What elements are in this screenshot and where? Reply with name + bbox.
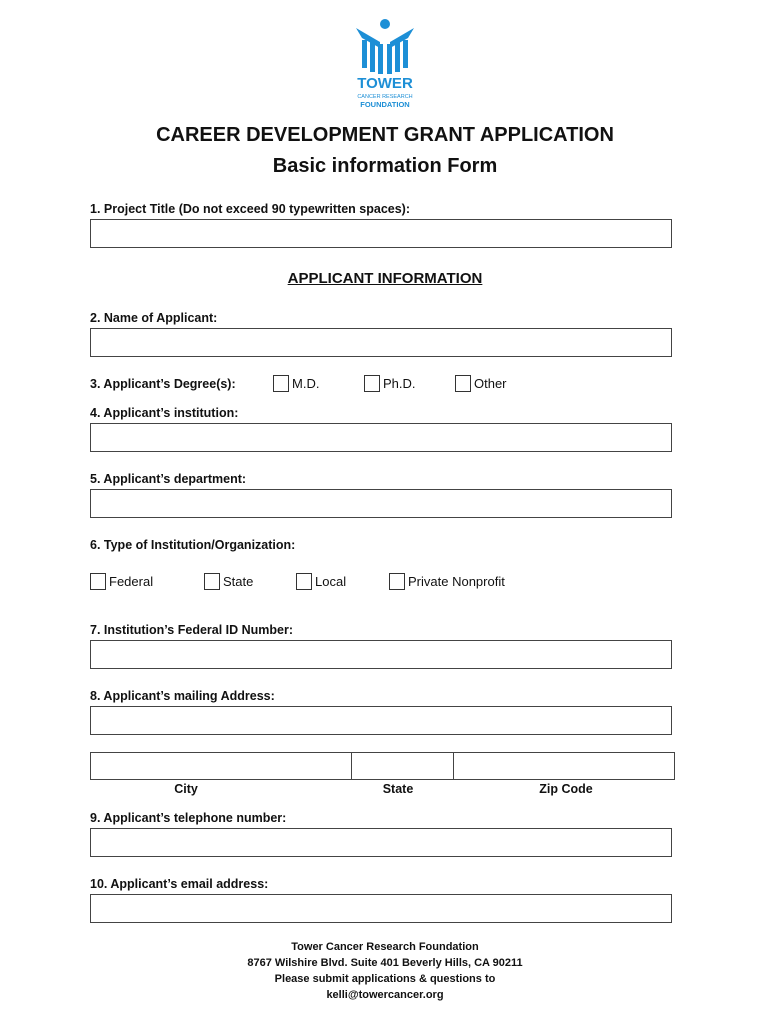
state-caption: State xyxy=(382,782,414,796)
md-checkbox[interactable] xyxy=(273,375,289,392)
applicant-information-heading: APPLICANT INFORMATION xyxy=(287,270,483,287)
applicant-name-field[interactable] xyxy=(90,328,672,357)
type-local-option[interactable] xyxy=(296,573,346,590)
phd-checkbox[interactable] xyxy=(364,375,380,392)
footer-address: 8767 Wilshire Blvd. Suite 401 Beverly Hills, CA 90211 xyxy=(247,957,523,969)
project-title-label: 1. Project Title (Do not exceed 90 typewritten spaces): xyxy=(90,202,411,216)
form-title: CAREER DEVELOPMENT GRANT APPLICATION xyxy=(156,124,614,146)
degree-phd-option[interactable] xyxy=(364,375,416,392)
type-federal-option[interactable] xyxy=(90,573,153,590)
type-private-nonprofit-option[interactable] xyxy=(389,573,505,590)
logo-word: TOWER xyxy=(357,75,413,92)
state-checkbox[interactable] xyxy=(204,573,220,590)
federal-label: Federal xyxy=(109,574,154,589)
city-caption: City xyxy=(174,782,198,796)
other-checkbox[interactable] xyxy=(455,375,471,392)
telephone-label: 9. Applicant’s telephone number: xyxy=(90,811,287,825)
federal-id-label: 7. Institution’s Federal ID Number: xyxy=(90,623,294,637)
foundation-logo xyxy=(352,18,418,110)
zip-code-field[interactable] xyxy=(453,753,675,779)
local-label: Local xyxy=(315,574,347,589)
institution-type-label: 6. Type of Institution/Organization: xyxy=(90,538,296,552)
footer xyxy=(0,939,770,1003)
state-label: State xyxy=(223,574,254,589)
telephone-field[interactable] xyxy=(90,828,672,857)
federal-id-field[interactable] xyxy=(90,640,672,669)
department-label: 5. Applicant’s department: xyxy=(90,472,247,486)
zip-code-caption: Zip Code xyxy=(539,782,593,796)
degree-md-option[interactable] xyxy=(273,375,319,392)
tower-logo-icon xyxy=(352,18,418,110)
phd-label: Ph.D. xyxy=(383,376,416,391)
md-label: M.D. xyxy=(292,376,320,391)
footer-email-link[interactable]: kelli@towercancer.org xyxy=(326,989,444,1001)
project-title-field[interactable] xyxy=(90,219,672,248)
degree-other-option[interactable] xyxy=(455,375,507,392)
form-subtitle: Basic information Form xyxy=(272,155,498,177)
other-label: Other xyxy=(474,376,507,391)
type-state-option[interactable] xyxy=(204,573,253,590)
footer-organization: Tower Cancer Research Foundation xyxy=(291,941,479,953)
institution-label: 4. Applicant’s institution: xyxy=(90,406,239,420)
federal-checkbox[interactable] xyxy=(90,573,106,590)
city-field[interactable] xyxy=(91,753,352,779)
degree-label: 3. Applicant’s Degree(s): xyxy=(90,377,236,391)
mailing-address-field[interactable] xyxy=(90,706,672,735)
address-detail-row xyxy=(90,752,675,780)
applicant-name-label: 2. Name of Applicant: xyxy=(90,311,218,325)
local-checkbox[interactable] xyxy=(296,573,312,590)
email-field[interactable] xyxy=(90,894,672,923)
footer-instructions: Please submit applications & questions to xyxy=(274,973,496,985)
private-nonprofit-label: Private Nonprofit xyxy=(408,574,505,589)
email-label: 10. Applicant’s email address: xyxy=(90,877,269,891)
state-field[interactable] xyxy=(351,753,454,779)
institution-field[interactable] xyxy=(90,423,672,452)
logo-line3: FOUNDATION xyxy=(360,100,410,109)
private-nonprofit-checkbox[interactable] xyxy=(389,573,405,590)
mailing-address-label: 8. Applicant’s mailing Address: xyxy=(90,689,275,703)
department-field[interactable] xyxy=(90,489,672,518)
logo-line2: CANCER RESEARCH xyxy=(357,94,413,100)
